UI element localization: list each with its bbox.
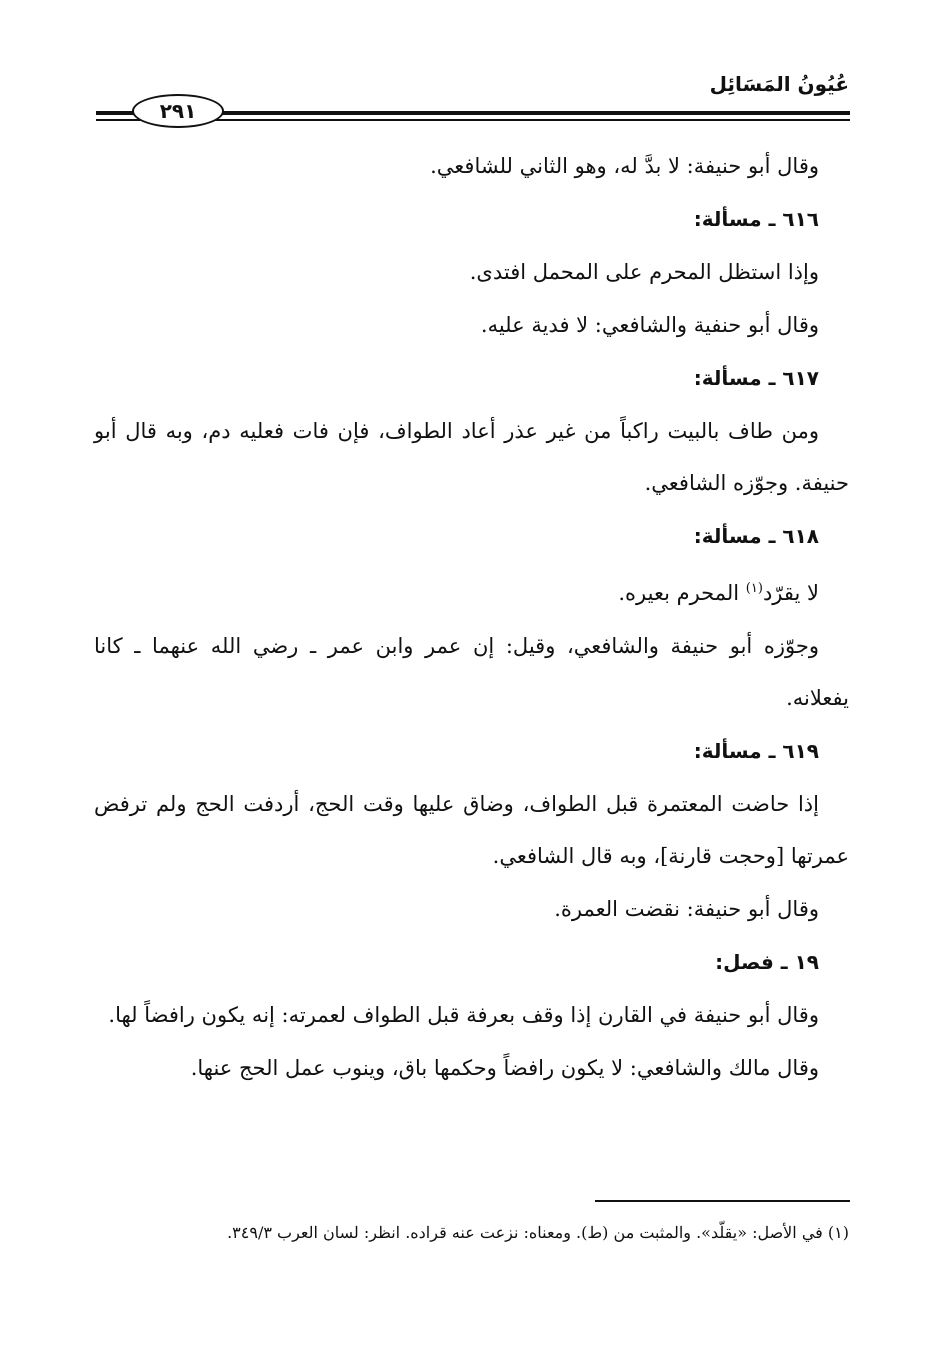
page-body	[94, 140, 849, 1095]
paragraph: وإذا استظل المحرم على المحمل افتدى.	[469, 260, 819, 284]
footnote-reference[interactable]: (١)	[745, 581, 763, 596]
paragraph-text-before: لا يقرّد	[762, 581, 819, 605]
issue-heading: ٦١٦ ـ مسألة:	[693, 207, 819, 231]
paragraph: وقال أبو حنيفة: نقضت العمرة.	[554, 897, 819, 921]
paragraph: ومن طاف بالبيت راكباً من غير عذر أعاد الطواف، فإن فات فعليه دم، وبه قال أبو حنيفة. وجوّزه الشافعي.	[94, 419, 849, 495]
book-title: عُيُونُ المَسَائِل	[709, 72, 849, 96]
paragraph: وقال أبو حنيفة: لا بدَّ له، وهو الثاني للشافعي.	[430, 154, 819, 178]
paragraph: إذا حاضت المعتمرة قبل الطواف، وضاق عليها وقت الحج، أردفت الحج ولم ترفض عمرتها [وحجت قارنة]، وبه قال الشافعي.	[94, 792, 849, 868]
paragraph: وقال أبو حنيفة في القارن إذا وقف بعرفة قبل الطواف لعمرته: إنه يكون رافضاً لها.	[108, 1003, 819, 1027]
paragraph: وجوّزه أبو حنيفة والشافعي، وقيل: إن عمر وابن عمر ـ رضي الله عنهما ـ كانا يفعلانه.	[94, 634, 849, 710]
footnote: (١) في الأصل: «يقلّد». والمثبت من (ط). ومعناه: نزعت عنه قراده. انظر: لسان العرب ٣٤٩/٣.	[227, 1223, 849, 1242]
footnote-separator	[595, 1200, 850, 1202]
page-number: ٢٩١	[159, 99, 197, 123]
paragraph: وقال أبو حنفية والشافعي: لا فدية عليه.	[480, 313, 819, 337]
issue-heading: ٦١٩ ـ مسألة:	[693, 739, 819, 763]
paragraph-with-footnote-ref	[94, 563, 849, 619]
issue-heading: ٦١٨ ـ مسألة:	[693, 524, 819, 548]
paragraph: وقال مالك والشافعي: لا يكون رافضاً وحكمها باق، وينوب عمل الحج عنها.	[190, 1056, 819, 1080]
page-number-badge	[132, 94, 224, 128]
paragraph-text-after: المحرم بعيره.	[618, 581, 746, 605]
issue-heading: ٦١٧ ـ مسألة:	[693, 366, 819, 390]
section-heading: ١٩ ـ فصل:	[715, 950, 819, 974]
